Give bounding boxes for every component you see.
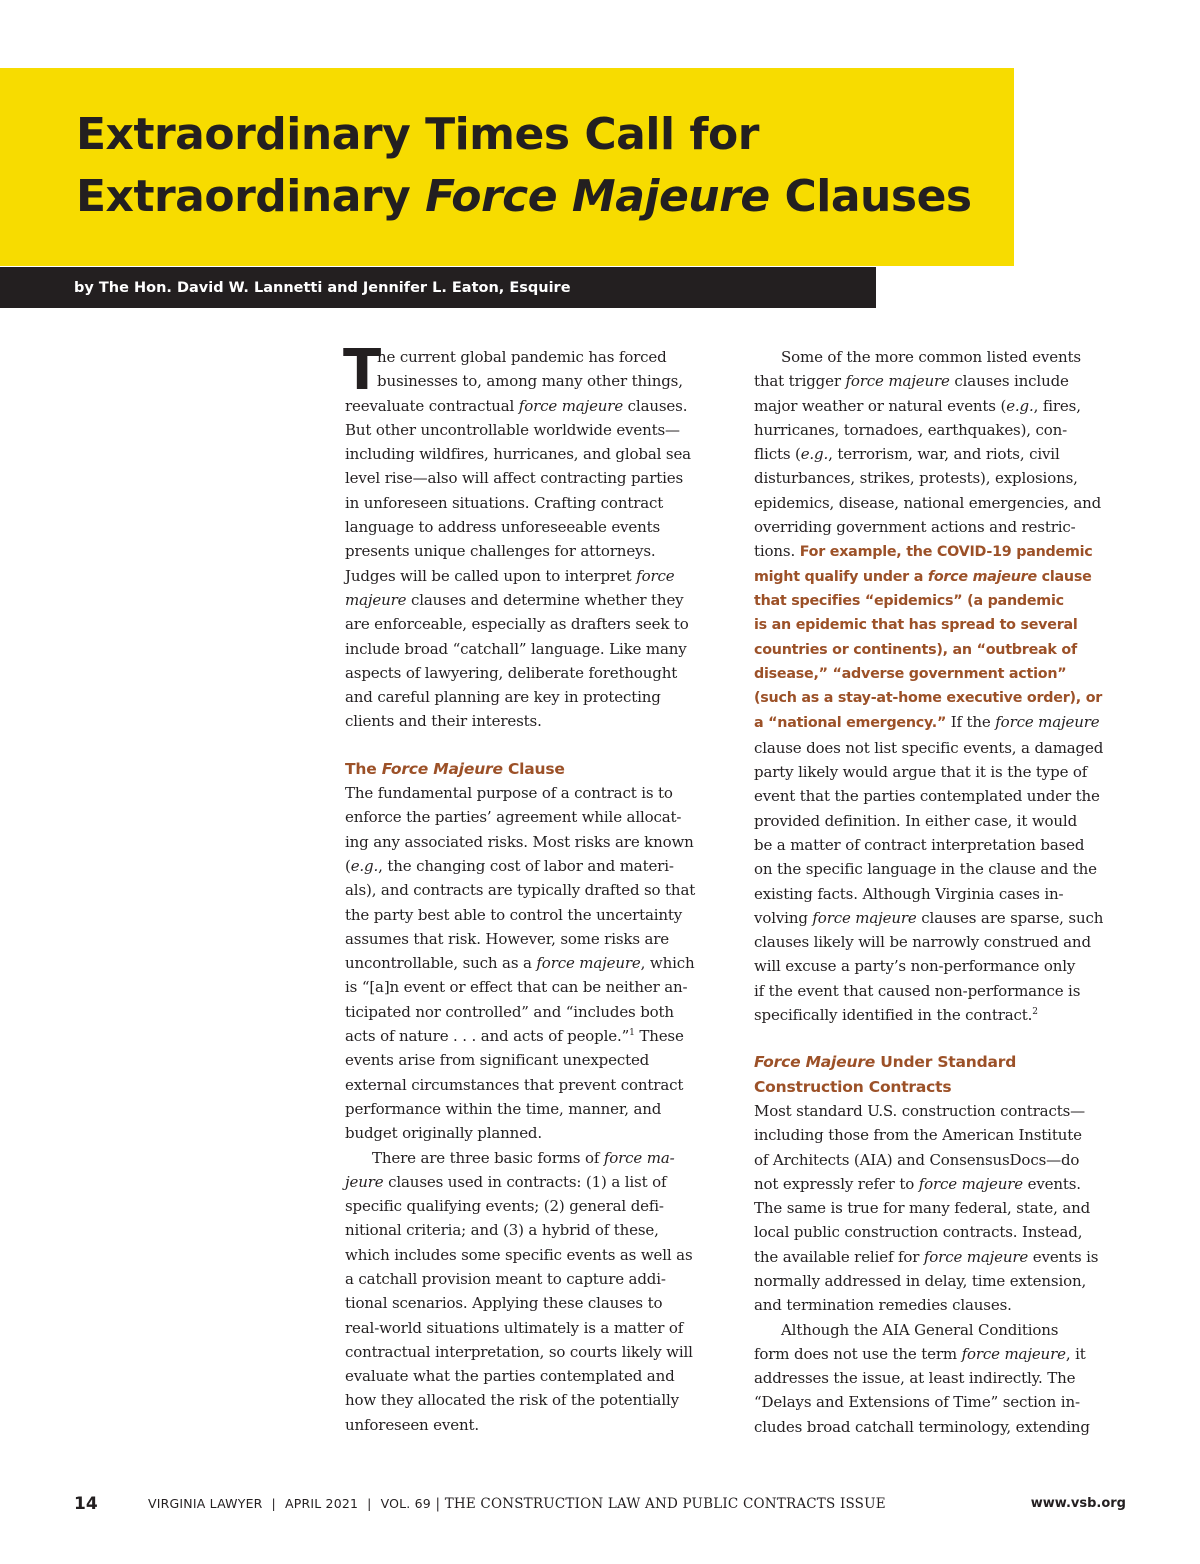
- text-line: level rise—also will affect contracting parties: [345, 469, 684, 488]
- text-line: There are three basic forms of force ma-: [372, 1148, 675, 1167]
- text-line: major weather or natural events (e.g., fires,: [754, 396, 1081, 415]
- text-line: including wildfires, hurricanes, and global sea: [345, 445, 691, 464]
- text-line: But other uncontrollable worldwide events—: [345, 420, 680, 439]
- text-line: [754, 539, 1130, 564]
- text-line: addresses the issue, at least indirectly. The: [754, 1369, 1076, 1388]
- body-paragraph: [754, 1099, 1130, 1318]
- right-column: [754, 345, 1130, 1439]
- text-line: specific qualifying events; (2) general defi-: [345, 1197, 664, 1216]
- section-heading-standard-contracts: [754, 1050, 1130, 1074]
- heading-text: Under Standard: [875, 1053, 1017, 1072]
- text-line: clauses likely will be narrowly construed and: [754, 933, 1091, 952]
- intro-paragraph: [343, 338, 720, 734]
- text-line: reevaluate contractual force majeure clauses.: [345, 396, 688, 415]
- text-line: majeure clauses and determine whether they: [345, 590, 684, 609]
- text-line: including those from the American Institute: [754, 1126, 1082, 1145]
- text-line: include broad “catchall” language. Like many: [345, 639, 687, 658]
- text-run: acts of nature . . . and acts of people.”: [345, 1027, 630, 1046]
- body-paragraph: [345, 781, 720, 1145]
- text-line: (e.g., the changing cost of labor and materi-: [345, 856, 674, 875]
- text-line: nitional criteria; and (3) a hybrid of these,: [345, 1221, 659, 1240]
- text-line: if the event that caused non-performance is: [754, 981, 1081, 1000]
- footnote-ref-1: 1: [629, 1028, 635, 1039]
- text-line: Judges will be called upon to interpret force: [345, 566, 675, 585]
- text-run: These: [634, 1027, 684, 1046]
- heading-text: The: [345, 759, 382, 778]
- text-line: tional scenarios. Applying these clauses to: [345, 1294, 663, 1313]
- text-run: specifically identified in the contract.: [754, 1006, 1033, 1025]
- text-line: unforeseen event.: [345, 1415, 479, 1434]
- title-line-2-post: Clauses: [769, 171, 972, 222]
- text-line: overriding government actions and restric-: [754, 518, 1076, 537]
- footer-separator: |: [271, 1496, 276, 1511]
- highlight-text: For example, the COVID-19 pandemic: [799, 544, 1093, 561]
- text-line: performance within the time, manner, and: [345, 1099, 662, 1118]
- section-heading-line-2: Construction Contracts: [754, 1077, 952, 1096]
- text-line: clients and their interests.: [345, 712, 542, 731]
- text-line: contractual interpretation, so courts likely will: [345, 1342, 693, 1361]
- page-footer: [0, 1494, 1200, 1518]
- text-line: enforce the parties’ agreement while allocat-: [345, 808, 682, 827]
- text-line: Some of the more common listed events: [781, 348, 1081, 366]
- text-line: businesses to, among many other things,: [377, 372, 683, 391]
- title-line-2-italic: Force Majeure: [425, 171, 770, 222]
- text-line: will excuse a party’s non-performance only: [754, 957, 1076, 976]
- highlight-line: might qualify under a force majeure clause: [754, 568, 1092, 585]
- text-line: he current global pandemic has forced: [377, 348, 667, 366]
- body-paragraph: [754, 1318, 1130, 1439]
- text-line: that trigger force majeure clauses include: [754, 372, 1069, 391]
- title-line-2-pre: Extraordinary: [76, 171, 426, 222]
- footnote-ref-2: 2: [1032, 1007, 1038, 1018]
- volume: VOL. 69: [380, 1496, 431, 1511]
- text-line: Although the AIA General Conditions: [781, 1320, 1059, 1339]
- left-column: [343, 338, 720, 1437]
- text-line: event that the parties contemplated under the: [754, 787, 1100, 806]
- text-line: [754, 710, 1130, 735]
- highlight-line: countries or continents), an “outbreak of: [754, 641, 1077, 658]
- text-line: is “[a]n event or effect that can be neither an-: [345, 978, 688, 997]
- text-line: The fundamental purpose of a contract is to: [345, 784, 673, 803]
- text-line: ing any associated risks. Most risks are known: [345, 832, 694, 851]
- article-title: [76, 104, 1006, 228]
- text-line: are enforceable, especially as drafters seek to: [345, 615, 689, 634]
- title-line-1: Extraordinary Times Call for: [76, 109, 759, 160]
- publication-name: VIRGINIA LAWYER: [148, 1496, 263, 1511]
- text-line: normally addressed in delay, time extension,: [754, 1271, 1087, 1290]
- heading-italic: Force Majeure: [381, 759, 503, 778]
- text-line: existing facts. Although Virginia cases in-: [754, 884, 1064, 903]
- text-line: flicts (e.g., terrorism, war, and riots, civil: [754, 445, 1060, 464]
- text-line: which includes some specific events as well as: [345, 1245, 693, 1264]
- text-line: epidemics, disease, national emergencies, and: [754, 493, 1102, 512]
- text-line: not expressly refer to force majeure events.: [754, 1174, 1081, 1193]
- text-line: cludes broad catchall terminology, extending: [754, 1417, 1090, 1436]
- website-link[interactable]: www.vsb.org: [1030, 1496, 1126, 1511]
- text-line: assumes that risk. However, some risks are: [345, 929, 670, 948]
- issue-title: THE CONSTRUCTION LAW AND PUBLIC CONTRACTS ISSUE: [444, 1496, 886, 1512]
- text-line: ticipated nor controlled” and “includes both: [345, 1002, 674, 1021]
- highlight-line: disease,” “adverse government action”: [754, 665, 1067, 682]
- text-line: [345, 1024, 720, 1048]
- text-line: Most standard U.S. construction contracts—: [754, 1101, 1086, 1120]
- text-line: the available relief for force majeure events is: [754, 1247, 1099, 1266]
- text-line: how they allocated the risk of the potentially: [345, 1391, 679, 1410]
- drop-cap: T: [343, 338, 382, 403]
- footer-separator: |: [367, 1496, 372, 1511]
- text-line: and termination remedies clauses.: [754, 1296, 1012, 1315]
- text-line: local public construction contracts. Instead,: [754, 1223, 1083, 1242]
- text-line: “Delays and Extensions of Time” section in-: [754, 1393, 1080, 1412]
- body-paragraph: [345, 1146, 720, 1438]
- text-line: aspects of lawyering, deliberate forethought: [345, 663, 678, 682]
- heading-text: Clause: [502, 759, 565, 778]
- section-heading-force-majeure-clause: [345, 757, 720, 781]
- byline: by The Hon. David W. Lannetti and Jennifer L. Eaton, Esquire: [74, 280, 571, 296]
- issue-date: APRIL 2021: [284, 1496, 359, 1511]
- text-line: and careful planning are key in protecting: [345, 688, 661, 707]
- highlight-line: (such as a stay-at-home executive order), or: [754, 690, 1103, 707]
- text-line: hurricanes, tornadoes, earthquakes), con-: [754, 420, 1068, 439]
- text-line: real-world situations ultimately is a matter of: [345, 1318, 684, 1337]
- highlight-line: that specifies “epidemics” (a pandemic: [754, 592, 1064, 609]
- running-footer: [148, 1496, 886, 1512]
- text-line: als), and contracts are typically drafted so that: [345, 881, 696, 900]
- text-run: tions.: [754, 542, 796, 561]
- text-line: volving force majeure clauses are sparse, such: [754, 908, 1104, 927]
- text-line: on the specific language in the clause and the: [754, 860, 1097, 879]
- text-line: The same is true for many federal, state, and: [754, 1199, 1091, 1218]
- text-line: of Architects (AIA) and ConsensusDocs—do: [754, 1150, 1080, 1169]
- text-line: form does not use the term force majeure, it: [754, 1344, 1086, 1363]
- text-line: presents unique challenges for attorneys.: [345, 542, 656, 561]
- text-line: budget originally planned.: [345, 1124, 542, 1143]
- body-paragraph: [754, 345, 1130, 1027]
- footer-separator: |: [435, 1496, 441, 1512]
- text-line: evaluate what the parties contemplated and: [345, 1367, 675, 1386]
- heading-italic: Force Majeure: [754, 1053, 876, 1072]
- text-line: jeure clauses used in contracts: (1) a list of: [345, 1172, 667, 1191]
- text-line: a catchall provision meant to capture addi-: [345, 1269, 666, 1288]
- text-line: language to address unforeseeable events: [345, 518, 661, 537]
- text-line: clause does not list specific events, a damaged: [754, 738, 1104, 757]
- text-run: If the force majeure: [946, 713, 1100, 732]
- highlight-line: is an epidemic that has spread to several: [754, 617, 1078, 634]
- text-line: be a matter of contract interpretation based: [754, 835, 1085, 854]
- text-line: in unforeseen situations. Crafting contract: [345, 493, 664, 512]
- text-line: provided definition. In either case, it would: [754, 811, 1078, 830]
- text-line: uncontrollable, such as a force majeure, which: [345, 954, 695, 973]
- text-line: external circumstances that prevent contract: [345, 1075, 684, 1094]
- highlight-text: a “national emergency.”: [754, 715, 947, 732]
- page-number: 14: [74, 1494, 98, 1514]
- text-line: events arise from significant unexpected: [345, 1051, 650, 1070]
- text-line: [754, 1003, 1130, 1027]
- text-line: disturbances, strikes, protests), explosions,: [754, 469, 1078, 488]
- text-line: the party best able to control the uncertainty: [345, 905, 683, 924]
- text-line: party likely would argue that it is the type of: [754, 763, 1088, 782]
